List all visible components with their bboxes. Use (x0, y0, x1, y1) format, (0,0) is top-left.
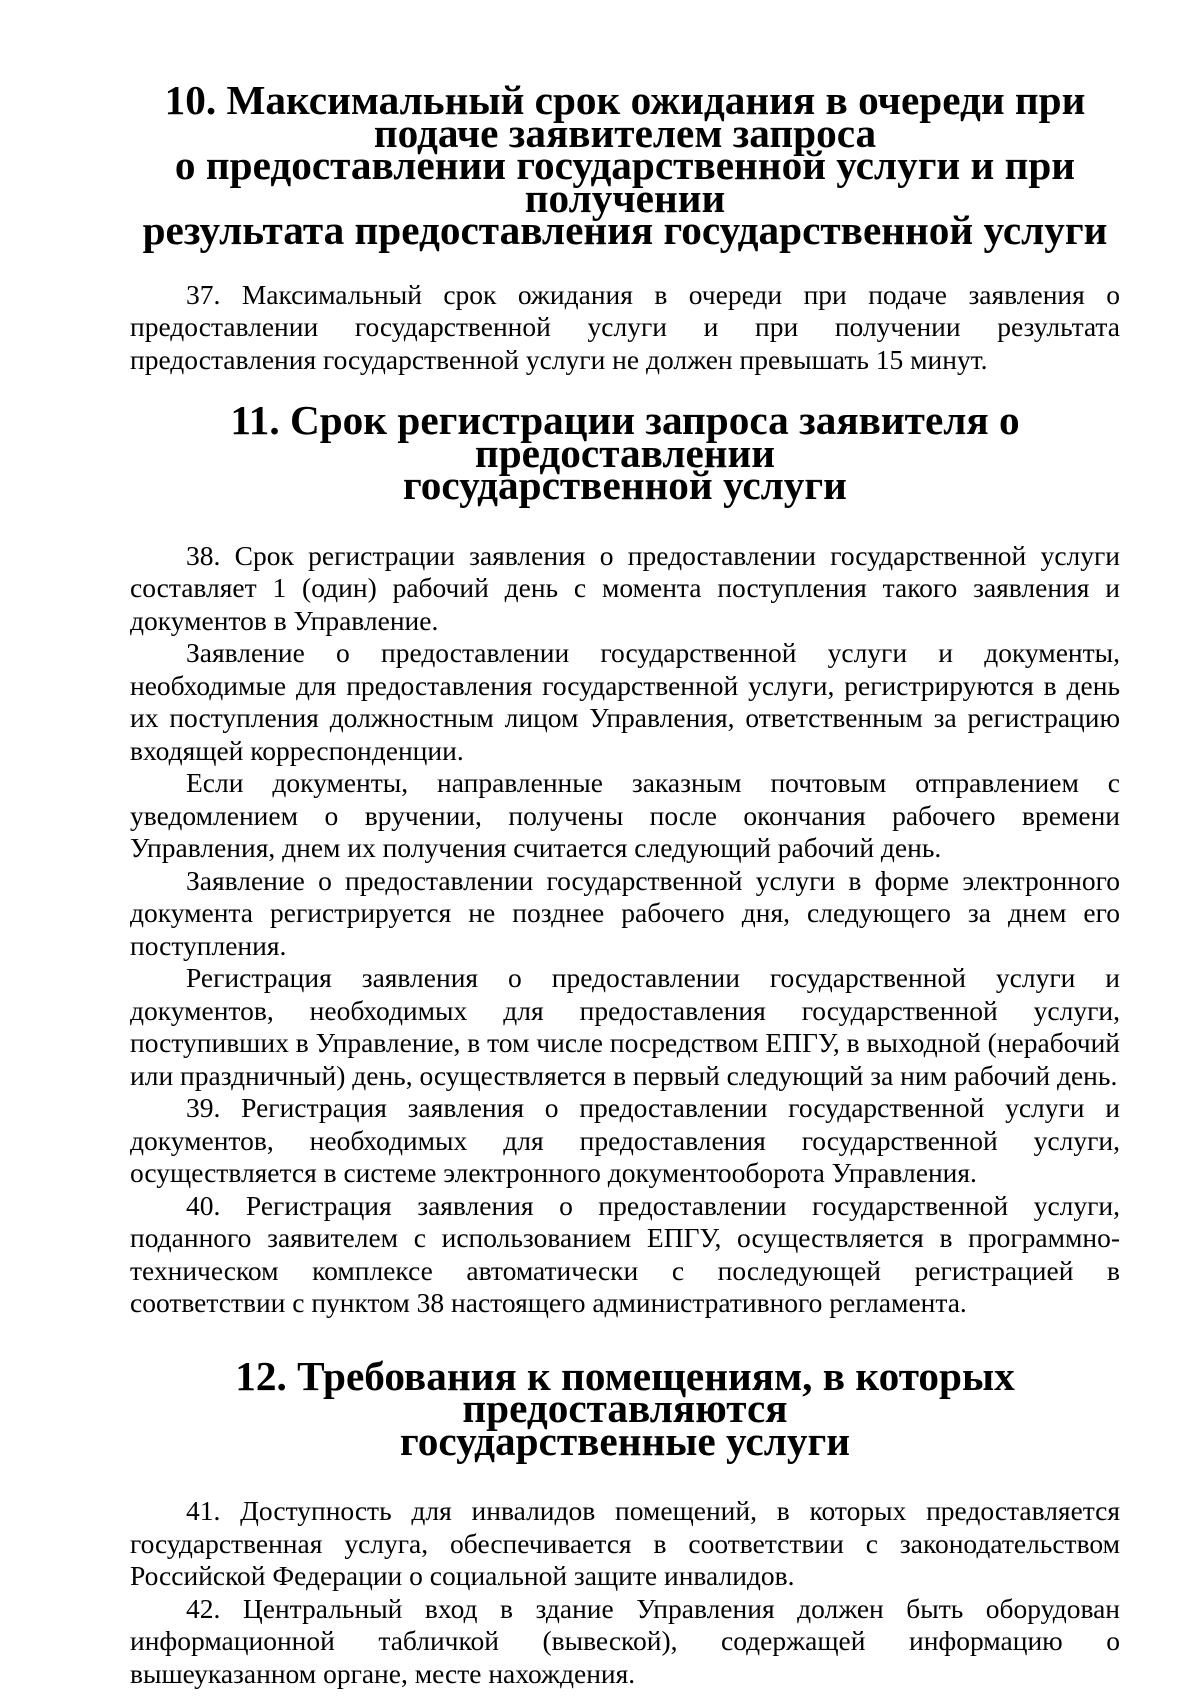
section-10-heading-line-2: о предоставлении государственной услуги и при получении (174, 142, 1076, 221)
section-11-heading-line-1: 11. Срок регистрации запроса заявителя о предоставлении (230, 397, 1020, 476)
document-page (130, 77, 1120, 1690)
section-12-heading-line-1: 12. Требования к помещениям, в которых предоставляются (235, 1352, 1015, 1431)
section-12-heading-line-2: государственные услуги (399, 1417, 850, 1464)
paragraph-38-non-working-day: Регистрация заявления о предоставлении государственной услуги и документов, необходимых для предоставления государственной услуги, поступивших в Управление, в том числе посредством ЕПГУ, в выходной (нерабочий или праздничный) день, осуществляется в первый следующий за ним рабочий день. (130, 962, 1120, 1091)
paragraph-38-electronic-document: Заявление о предоставлении государственной услуги в форме электронного документа регистрируется не позднее рабочего дня, следующего за днем его поступления. (130, 864, 1120, 961)
section-10-heading-line-3: результата предоставления государственной услуги (142, 207, 1108, 253)
paragraph-37: 37. Максимальный срок ожидания в очереди при подаче заявления о предоставлении государственной услуги и при получении результата предоставления государственной услуги не должен превышать 15 минут. (130, 278, 1120, 375)
paragraph-38: 38. Срок регистрации заявления о предоставлении государственной услуги составляет 1 (один) рабочий день с момента поступления такого заявления и документов в Управление. (130, 539, 1120, 636)
paragraph-38-registration-day: Заявление о предоставлении государственной услуги и документы, необходимые для предоставления государственной услуги, регистрируются в день их поступления должностным лицом Управления, ответственным за регистрацию входящей корреспонденции. (130, 637, 1120, 766)
paragraph-40: 40. Регистрация заявления о предоставлении государственной услуги, поданного заявителем с использованием ЕПГУ, осуществляется в программно-техническом комплексе автоматически с последующей регистрацией в соответствии с пунктом 38 настоящего административного регламента. (130, 1189, 1120, 1318)
section-10-heading-line-1: 10. Максимальный срок ожидания в очереди при подаче заявителем запроса (164, 77, 1086, 156)
section-12-heading (130, 1352, 1120, 1464)
section-11-heading (130, 397, 1120, 508)
paragraph-38-postal-documents: Если документы, направленные заказным почтовым отправлением с уведомлением о вручении, получены после окончания рабочего времени Управления, днем их получения считается следующий рабочий день. (130, 767, 1120, 863)
paragraph-42: 42. Центральный вход в здание Управления должен быть оборудован информационной табличкой (вывеской), содержащей информацию о вышеуказанном органе, месте нахождения. (130, 1592, 1120, 1689)
paragraph-41: 41. Доступность для инвалидов помещений, в которых предоставляется государственная услуга, обеспечивается в соответствии с законодательством Российской Федерации о социальной защите инвалидов. (130, 1495, 1120, 1591)
section-11-heading-line-2: государственной услуги (403, 462, 847, 508)
section-10-heading (130, 77, 1120, 253)
paragraph-39: 39. Регистрация заявления о предоставлении государственной услуги и документов, необходимых для предоставления государственной услуги, осуществляется в системе электронного документооборота Управления. (130, 1092, 1120, 1188)
